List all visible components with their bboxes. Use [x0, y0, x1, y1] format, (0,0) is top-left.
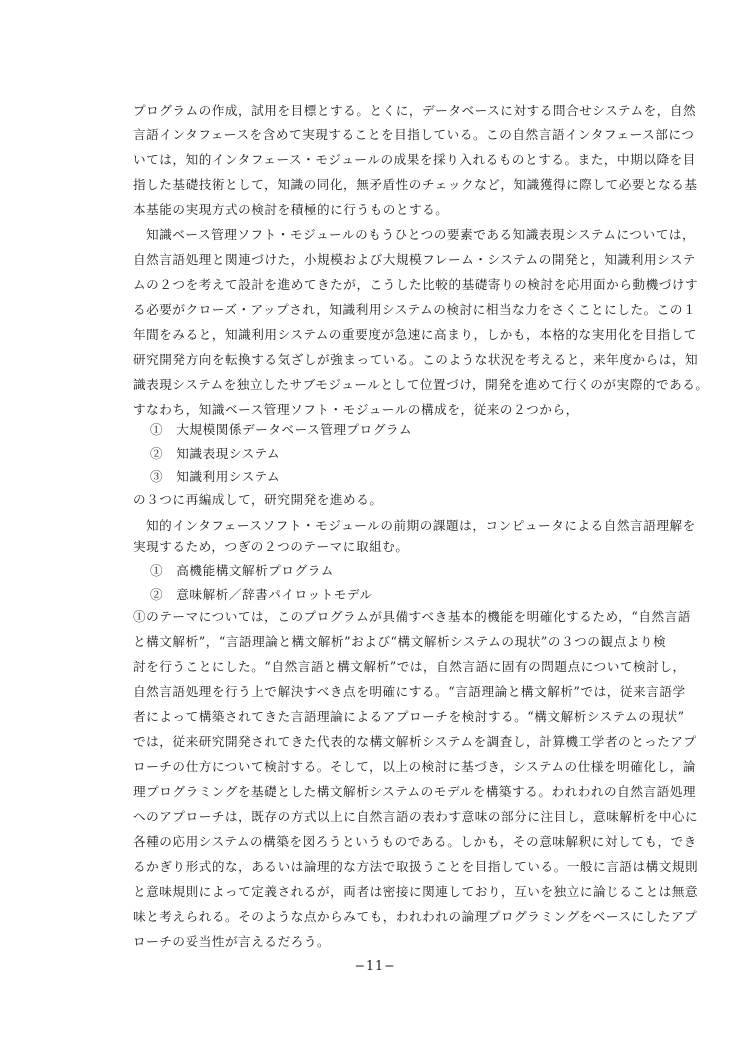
text-line: すなわち，知識ベース管理ソフト・モジュールの構成を，従来の２つから， — [133, 402, 579, 417]
text-line: 年間をみると，知識利用システムの重要度が急速に高まり，しかも，本格的な実用化を目指して — [133, 327, 697, 342]
text-line: 自然言語処理と関連づけた，小規模および大規模フレーム・システムの開発と，知識利用システ — [133, 252, 696, 267]
text-line: 識表現システムを独立したサブモジュールとして位置づけ，開発を進めて行くのが実際的である。 — [133, 377, 709, 392]
list-item: ② 意味解析／辞書パイロットモデル — [150, 587, 373, 602]
list-item: ① 大規模関係データベース管理プログラム — [150, 422, 413, 437]
text-line: では，従来研究開発されてきた代表的な構文解析システムを調査し，計算機工学者のとったアプ — [133, 734, 697, 749]
text-line: 指した基礎技術として，知識の同化，無矛盾性のチェックなど，知識獲得に際して必要となる基 — [133, 177, 698, 192]
list-item: ② 知識表現システム — [150, 446, 281, 461]
text-line: プログラムの作成，試用を目標とする。とくに，データベースに対する問合せシステムを，自然 — [133, 103, 697, 118]
paragraph-start-line: 知的インタフェースソフト・モジュールの前期の課題は，コンピュータによる自然言語理解を — [146, 518, 696, 533]
text-line: 実現するため，つぎの２つのテーマに取組む。 — [133, 539, 409, 554]
page-number: −11− — [354, 958, 396, 973]
text-line: るかぎり形式的な，あるいは論理的な方法で取扱うことを目指している。一般に言語は構文規則 — [133, 859, 699, 874]
list-item: ① 高機能構文解析プログラム — [150, 563, 334, 578]
text-line: ローチの仕方について検討する。そして，以上の検討に基づき，システムの仕様を明確化し，論 — [133, 759, 696, 774]
text-line: 理プログラミングを基礎とした構文解析システムのモデルを構築する。われわれの自然言語処理 — [133, 784, 697, 799]
text-line: 味と考えられる。そのような点からみても，われわれの論理プログラミングをベースにしたアプ — [133, 909, 698, 924]
text-line: る必要がクローズ・アップされ，知識利用システムの検討に相当な力をさくことにした。この１ — [133, 302, 697, 317]
text-line: 研究開発方向を転換する気ざしが強まっている。このような状況を考えると，来年度からは，知 — [133, 352, 699, 367]
text-line: 討を行うことにした。“自然言語と構文解析”では，自然言語に固有の問題点について検討し， — [133, 659, 686, 674]
text-line: 者によって構築されてきた言語理論によるアプローチを検討する。“構文解析システムの現状” — [133, 709, 685, 724]
paragraph-start-line: 知識ベース管理ソフト・モジュールのもうひとつの要素である知識表現システムについては， — [146, 227, 696, 242]
text-line: いては，知的インタフェース・モジュールの成果を採り入れるものとする。また，中期以降を目 — [133, 152, 696, 167]
text-line: 本基能の実現方式の検討を積極的に行うものとする。 — [133, 202, 449, 217]
text-line: の３つに再編成して，研究開発を進める。 — [133, 492, 383, 507]
text-line: へのアプローチは，既存の方式以上に自然言語の表わす意味の部分に注目し，意味解析を中心に — [133, 809, 699, 824]
text-line: ローチの妥当性が言えるだろう。 — [133, 934, 331, 949]
text-line: 各種の応用システムの構築を図ろうというものである。しかも，その意味解釈に対しても，でき — [133, 834, 697, 849]
text-line: と構文解析”，“言語理論と構文解析”および“構文解析システムの現状”の３つの観点より検 — [133, 634, 667, 649]
list-item: ③ 知識利用システム — [150, 469, 281, 484]
text-line: 言語インタフェースを含めて実現することを目指している。この自然言語インタフェース部につ — [133, 127, 695, 142]
text-line: ムの２つを考えて設計を進めてきたが，こうした比較的基礎寄りの検討を応用面から動機づけす — [133, 277, 699, 292]
text-line: と意味規則によって定義されるが，両者は密接に関連しており，互いを独立に論じることは無意 — [133, 884, 699, 899]
text-line: 自然言語処理を行う上で解決すべき点を明確にする。“言語理論と構文解析”では，従来言語学 — [133, 684, 686, 699]
text-line: ①のテーマについては，このプログラムが具備すべき基本的機能を明確化するため，“自然言語 — [133, 609, 691, 624]
